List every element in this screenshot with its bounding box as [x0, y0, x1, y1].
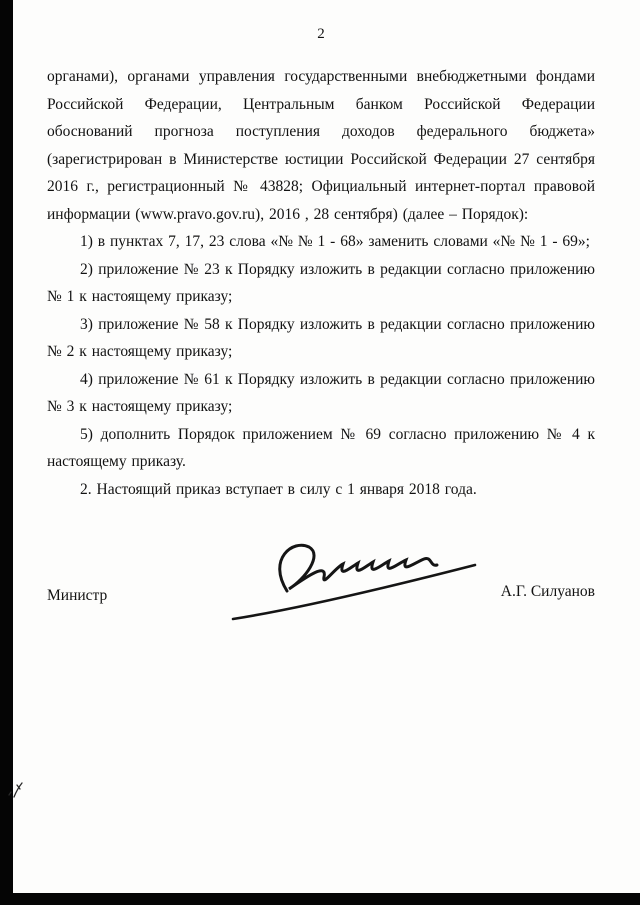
signature-block — [47, 545, 595, 655]
scan-edge-bottom — [0, 893, 640, 905]
list-item-4: 4) приложение № 61 к Порядку изложить в редакции согласно приложению № 3 к настоящему приказу; — [47, 370, 595, 415]
intro-paragraph: органами), органами управления государственными внебюджетными фондами Российской Федерации, Центральным банком Российской Федерации обоснований прогноза поступления доходов федерального бюджета» (зарегистрирован в Министерстве юстиции Российской Федерации 27 сентября 2016 г., регистрационный № 43828; Официальный интернет-портал правовой информации (www.pravo.gov.ru), 2016 , 28 сентября) (далее – Порядок): — [47, 68, 595, 223]
list-item-2: 2) приложение № 23 к Порядку изложить в редакции согласно приложению № 1 к настоящему приказу; — [47, 260, 595, 305]
list-item-3: 3) приложение № 58 к Порядку изложить в редакции согласно приложению № 2 к настоящему приказу; — [47, 315, 595, 360]
signature-icon — [227, 533, 482, 633]
scan-edge-left — [0, 0, 13, 905]
signatory-title: Министр — [47, 587, 108, 604]
list-item-5: 5) дополнить Порядок приложением № 69 согласно приложению № 4 к настоящему приказу. — [47, 425, 595, 470]
list-item-1: 1) в пунктах 7, 17, 23 слова «№ № 1 - 68» заменить словами «№ № 1 - 69»; — [80, 233, 590, 250]
signatory-name: А.Г. Силуанов — [500, 583, 595, 600]
handwritten-margin-mark — [3, 775, 29, 801]
page-number: 2 — [317, 26, 325, 42]
closing-paragraph: 2. Настоящий приказ вступает в силу с 1 января 2018 года. — [80, 480, 477, 498]
document-content — [47, 26, 595, 655]
